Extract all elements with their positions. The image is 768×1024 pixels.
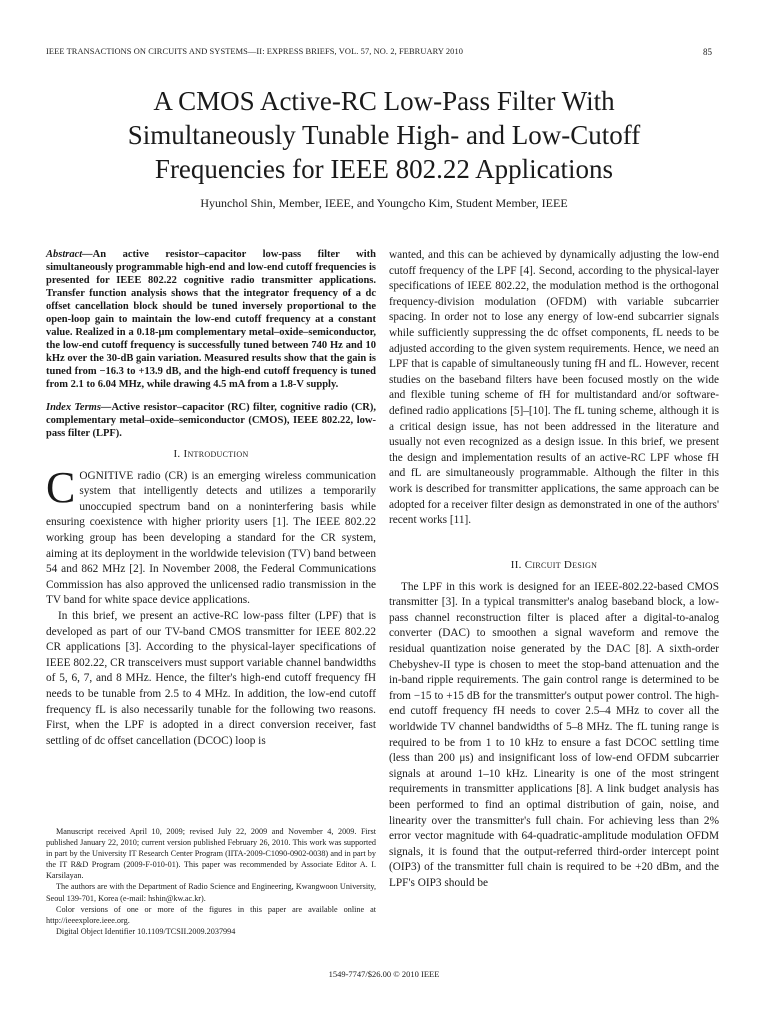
index-terms-label: Index Terms— (46, 401, 112, 413)
footnote-doi: Digital Object Identifier 10.1109/TCSII.2009.2037994 (56, 926, 236, 936)
index-terms (46, 401, 376, 440)
index-terms-text: Active resistor–capacitor (RC) filter, cognitive radio (CR), complementary metal–oxide–semiconductor (CMOS), IEEE 802.22, low-pass filter (LPF). (46, 401, 376, 439)
abstract-text: An active resistor–capacitor low-pass filter with simultaneously programmable high-end and low-end cutoff frequencies is presented for IEEE 802.22 cognitive radio transmitter applications. Transfer function analysis shows that the integrator frequency of a dc offset cancellation block should be tuned inversely proportional to the open-loop gain to maintain the low-end cutoff frequency at a constant value. Realized in a 0.18-μm complementary metal–oxide–semiconductor, the low-end cutoff frequency is successfully tuned between 740 Hz and 10 kHz over the 30-dB gain variation. Measured results show that the gain is tuned from −16.3 to +13.9 dB, and the high-end cutoff frequency is tuned from 2.1 to 6.04 MHz, while drawing 4.5 mA from a 1.8-V supply. (46, 249, 376, 391)
section-heading-circuit-design: II. Circuit Design (510, 558, 598, 571)
title-line-1: A CMOS Active-RC Low-Pass Filter With (153, 86, 615, 116)
abstract (46, 248, 376, 392)
section-heading-introduction: I. Introduction (173, 447, 249, 460)
footnote-block (46, 826, 376, 937)
right-column (389, 248, 719, 892)
paper-title (40, 84, 728, 186)
footnote-affiliation: The authors are with the Department of Radio Science and Engineering, Kwangwoon University, Seoul 139-701, Korea (e-mail: hshin@kw.ac.kr). (46, 882, 376, 903)
intro-paragraph-2: In this brief, we present an active-RC low-pass filter (LPF) that is developed as part of our TV-band CMOS transmitter for IEEE 802.22 CR applications [3]. According to the physical-layer specifications of IEEE 802.22, CR transceivers must support variable channel bandwidths of 5, 6, 7, and 8 MHz. Hence, the filter's high-end cutoff frequency fH needs to be tunable from 2.5 to 4 MHz. In addition, the low-end cutoff frequency fL is also necessarily tunable for the following two reasons. First, when the LPF is adopted in a direct conversion receiver, fast settling of dc offset cancellation (DCOC) loop is (46, 610, 376, 747)
circuit-paragraph-1: The LPF in this work is designed for an IEEE-802.22-based CMOS transmitter [3]. In a typical transmitter's analog baseband block, a low-pass channel reconstruction filter is placed after a digital-to-analog converter (DAC) to smoothen a signal waveform and remove the residual quantization noise generated by the DAC [8]. A sixth-order Chebyshev-II type is chosen to meet the stop-band attenuation and the in-band ripple requirements. The gain control range is determined to be from −15 to +15 dB for the transmitter's output power control. The high-end cutoff frequency fH needs to cover 2.5–4 MHz to cover all the worldwide TV channel bandwidths of 5–8 MHz. The fL tuning range is required to be from 1 to 10 kHz to ensure a fast DCOC settling time (less than 200 μs) and insignificant loss of low-end OFDM subcarrier signals at around 1–10 kHz. Linearity is one of the most stringent requirements in transmitter applications [8]. A link budget analysis has been performed to find an optimal distribution of gain, noise, and linearity over the transmitter's full chain. For achieving less than 2% error vector magnitude with 64-quadratic-amplitude modulation OFDM signals, it is found that the output-referred third-order intercept point (OIP3) of the transmitter full chain is required to be +20 dBm, and the LPF's OIP3 should be (389, 580, 719, 889)
copyright-line: 1549-7747/$26.00 © 2010 IEEE (328, 969, 440, 979)
intro-paragraph-1-text: OGNITIVE radio (CR) is an emerging wireless communication system that intelligently detects and utilizes a temporarily unoccupied spectrum band on a noninterfering basis while ensuring coexistence with higher priority users [1]. The IEEE 802.22 working group has been developing a standard for the CR system, aiming at its deployment in the worldwide television (TV) band between 54 and 862 MHz [2]. In November 2008, the Federal Communications Commission has also approved the unlicensed radio transmission in the TV band for white space device applications. (46, 469, 376, 607)
author-line: Hyunchol Shin, Member, IEEE, and Youngcho Kim, Student Member, IEEE (200, 196, 568, 210)
running-head: IEEE TRANSACTIONS ON CIRCUITS AND SYSTEMS—II: EXPRESS BRIEFS, VOL. 57, NO. 2, FEBRUARY 2010 (46, 47, 464, 56)
footnote-color-versions: Color versions of one or more of the figures in this paper are available online at http://ieeexplore.ieee.org. (46, 904, 376, 925)
intro-paragraph-3: wanted, and this can be achieved by dynamically adjusting the low-end cutoff frequency of the LPF [4]. Second, according to the physical-layer specifications of IEEE 802.22, the modulation method is the orthogonal frequency-division modulation (OFDM) with variable subcarrier spacing. In order not to lose any energy of low-end subcarrier signals while sufficiently suppressing the dc offset components, fL needs to be adjusted according to the given system requirements. Hence, we need an LPF that is capable of simultaneously tuning fH and fL. However, recent studies on the baseband filters have been focused mostly on the wide and flexible tuning scheme of fH for multistandard and/or software-defined radio applications [5]–[10]. The fL tuning scheme, although it is a critical design issue, has not been addressed in the literature and usually not even recognized as a design issue. In this brief, we present the design and implementation results of an active-RC LPF whose fH and fL are simultaneously programmable. Although the filter in this work is described for transmitter applications, the same approach can be adopted for a receiver filter design as demonstrated in one of the authors' recent works [11]. (389, 249, 719, 527)
drop-cap: C (46, 462, 76, 512)
intro-paragraph-1 (46, 462, 376, 609)
left-column (46, 248, 376, 749)
footnote-manuscript: Manuscript received April 10, 2009; revised July 22, 2009 and November 4, 2009. First published January 22, 2010; current version published February 26, 2010. This work was supported in part by the University IT Research Center Program (IITA-2009-C1090-0902-0038) and in part by the IT R&D Program (2009-F-010-01). This paper was recommended by Associate Editor A. I. Karsilayan. (46, 827, 376, 881)
title-line-2: Simultaneously Tunable High- and Low-Cutoff (127, 120, 641, 150)
abstract-label: Abstract— (46, 249, 93, 260)
page-number: 85 (703, 47, 712, 57)
title-line-3: Frequencies for IEEE 802.22 Applications (154, 154, 614, 184)
